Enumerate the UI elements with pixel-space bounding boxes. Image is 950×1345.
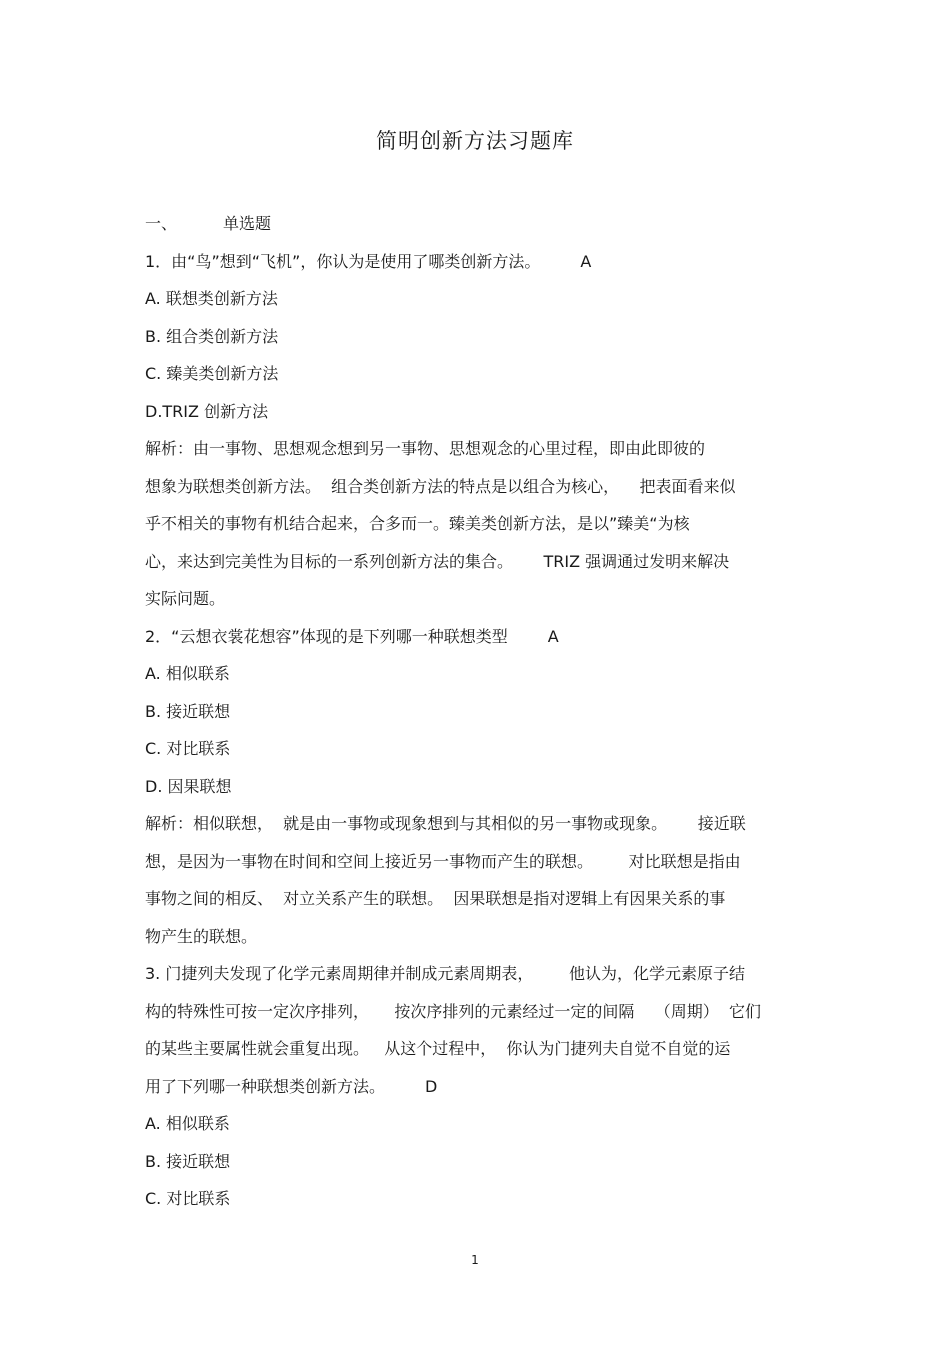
- option-d: D. 因果联想: [145, 776, 232, 796]
- question-text: 2．“云想衣裳花想容”体现的是下列哪一种联想类型: [145, 626, 508, 646]
- answer-key: A: [580, 251, 592, 271]
- analysis-line: 想象为联想类创新方法。 组合类创新方法的特点是以组合为核心， 把表面看来似: [145, 476, 736, 496]
- analysis-line: 心，来达到完美性为目标的一系列创新方法的集合。 TRIZ 强调通过发明来解决: [145, 551, 730, 571]
- section-title: 单选题: [223, 214, 272, 233]
- analysis-line: 解析：由一事物、思想观念想到另一事物、思想观念的心里过程，即由此即彼的: [145, 439, 706, 458]
- answer-key: A: [547, 626, 559, 646]
- analysis-line: 乎不相关的事物有机结合起来，合多而一。臻美类创新方法，是以”臻美“为核: [145, 514, 690, 533]
- answer-key: D: [425, 1076, 438, 1096]
- option-a: A. 联想类创新方法: [145, 289, 278, 308]
- section-heading: [145, 205, 815, 243]
- option-b: B. 接近联想: [145, 1151, 231, 1171]
- analysis-line: 实际问题。: [145, 589, 226, 608]
- question-text: 用了下列哪一种联想类创新方法。: [145, 1076, 386, 1096]
- document-body: [145, 205, 815, 1218]
- option-b: B. 组合类创新方法: [145, 326, 279, 346]
- question-3-stem-line: 3. 门捷列夫发现了化学元素周期律并制成元素周期表， 他认为，化学元素原子结: [145, 964, 745, 983]
- option-a: A. 相似联系: [145, 664, 230, 683]
- section-number: 一、: [145, 214, 178, 233]
- document-title: 简明创新方法习题库: [376, 129, 574, 153]
- option-c: C. 对比联系: [145, 739, 231, 758]
- option-c: C. 对比联系: [145, 1189, 231, 1208]
- option-b: B. 接近联想: [145, 701, 231, 721]
- analysis-line: 想，是因为一事物在时间和空间上接近另一事物而产生的联想。 对比联想是指由: [145, 851, 741, 871]
- analysis-line: 物产生的联想。: [145, 926, 258, 946]
- question-2-stem: [145, 618, 815, 656]
- question-3-stem-line: [145, 1068, 815, 1106]
- question-3-stem-line: 的某些主要属性就会重复出现。 从这个过程中， 你认为门捷列夫自觉不自觉的运: [145, 1039, 731, 1058]
- question-1-stem: [145, 243, 815, 281]
- analysis-line: 事物之间的相反、 对立关系产生的联想。 因果联想是指对逻辑上有因果关系的事: [145, 889, 726, 908]
- analysis-line: 解析：相似联想， 就是由一事物或现象想到与其相似的另一事物或现象。 接近联: [145, 814, 746, 833]
- option-c: C. 臻美类创新方法: [145, 364, 279, 383]
- page-number: 1: [471, 1253, 479, 1267]
- option-a: A. 相似联系: [145, 1114, 230, 1133]
- option-d: D.TRIZ 创新方法: [145, 401, 269, 421]
- question-text: 1．由“鸟”想到“飞机”，你认为是使用了哪类创新方法。: [145, 251, 541, 271]
- question-3-stem-line: 构的特殊性可按一定次序排列， 按次序排列的元素经过一定的间隔 （周期） 它们: [145, 1001, 761, 1021]
